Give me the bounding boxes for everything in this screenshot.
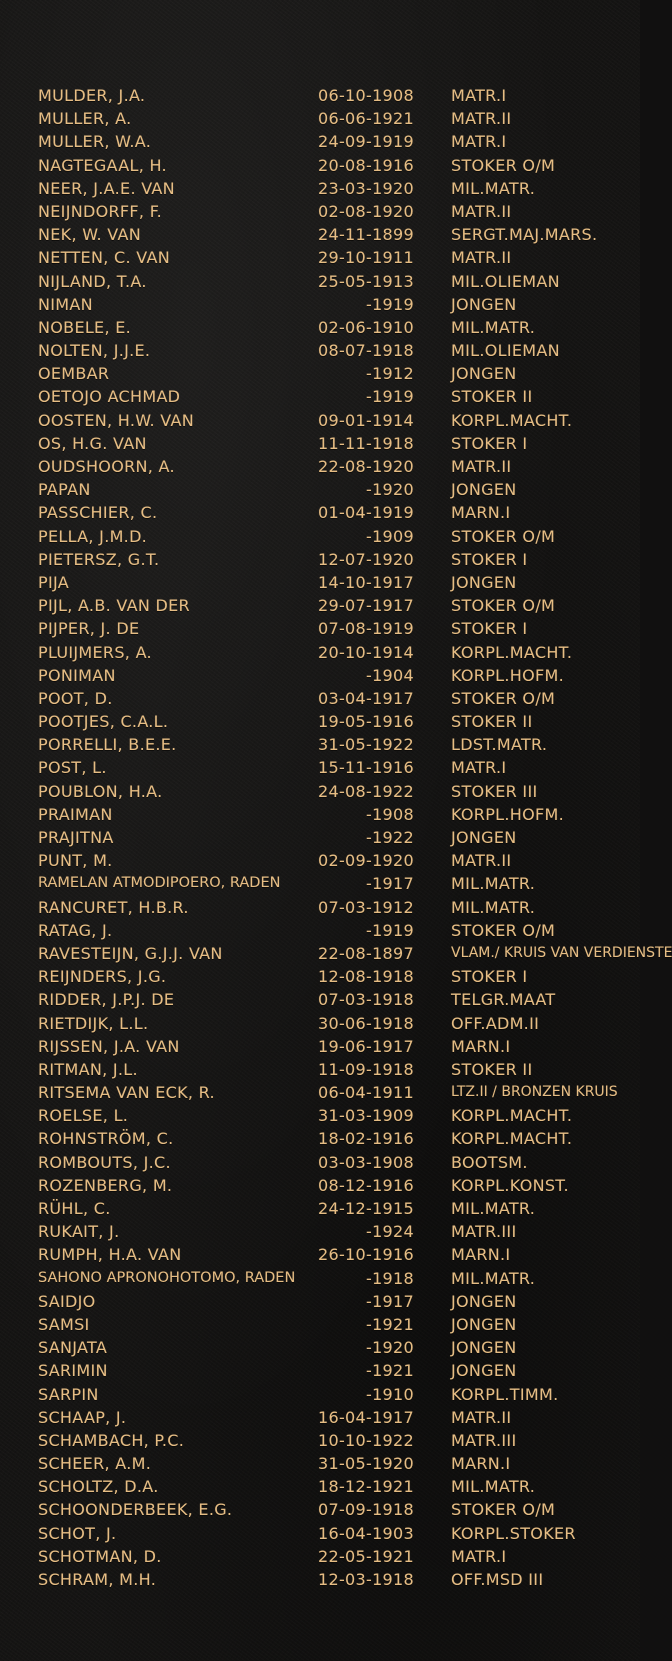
death-date: 14-10-1917 xyxy=(318,572,414,592)
list-item xyxy=(0,849,640,872)
person-name: POST, L. xyxy=(38,758,107,778)
death-date: 19-06-1917 xyxy=(318,1036,414,1056)
person-name: SCHAMBACH, P.C. xyxy=(38,1430,185,1450)
rank-title: MATR.I xyxy=(451,1546,507,1566)
person-name: RIETDIJK, L.L. xyxy=(38,1013,149,1033)
person-name: SCHEER, A.M. xyxy=(38,1454,152,1474)
rank-title: MARN.I xyxy=(451,1036,511,1056)
name-list xyxy=(0,84,672,1591)
rank-title: JONGEN xyxy=(451,828,517,847)
death-date: -1924 xyxy=(366,1222,414,1242)
list-item xyxy=(0,293,640,316)
rank-title: MATR.I xyxy=(451,132,507,152)
rank-title: MATR.II xyxy=(451,1407,512,1427)
person-name: RUMPH, H.A. VAN xyxy=(38,1245,182,1265)
person-name: PRAJITNA xyxy=(38,828,114,847)
rank-title: KORPL.KONST. xyxy=(451,1175,569,1195)
rank-title: LDST.MATR. xyxy=(451,735,548,755)
list-item xyxy=(0,339,640,362)
death-date: -1917 xyxy=(366,1291,414,1311)
death-date: 06-04-1911 xyxy=(318,1083,414,1103)
person-name: PIETERSZ, G.T. xyxy=(38,549,160,569)
rank-title: MIL.MATR. xyxy=(451,178,536,198)
death-date: 16-04-1917 xyxy=(318,1407,414,1427)
list-item xyxy=(0,1406,640,1429)
rank-title: JONGEN xyxy=(451,1291,517,1311)
person-name: RUKAIT, J. xyxy=(38,1222,120,1242)
person-name: NEER, J.A.E. VAN xyxy=(38,178,175,198)
person-name: REIJNDERS, J.G. xyxy=(38,967,167,987)
rank-title: STOKER O/M xyxy=(451,920,556,940)
death-date: 16-04-1903 xyxy=(318,1523,414,1543)
person-name: NOBELE, E. xyxy=(38,317,132,337)
person-name: ROMBOUTS, J.C. xyxy=(38,1152,171,1172)
list-item xyxy=(0,1498,640,1521)
rank-title: MARN.I xyxy=(451,503,511,523)
rank-title: JONGEN xyxy=(451,364,517,384)
rank-title: KORPL.HOFM. xyxy=(451,804,564,824)
person-name: SCHOT, J. xyxy=(38,1523,117,1543)
rank-title: SERGT.MAJ.MARS. xyxy=(451,225,598,245)
death-date: 06-10-1908 xyxy=(318,86,414,105)
person-name: PIJPER, J. DE xyxy=(38,619,140,639)
list-item xyxy=(0,942,672,965)
death-date: 03-03-1908 xyxy=(318,1152,414,1172)
person-name: OEMBAR xyxy=(38,364,110,384)
death-date: -1908 xyxy=(366,804,414,824)
death-date: -1920 xyxy=(366,480,414,500)
person-name: ROELSE, L. xyxy=(38,1106,129,1126)
person-name: RIDDER, J.P.J. DE xyxy=(38,990,175,1010)
death-date: 22-08-1920 xyxy=(318,457,414,476)
person-name: ROZENBERG, M. xyxy=(38,1175,173,1195)
list-item xyxy=(0,733,640,756)
person-name: OS, H.G. VAN xyxy=(38,433,147,453)
death-date: 20-10-1914 xyxy=(318,642,414,662)
death-date: 19-05-1916 xyxy=(318,712,414,732)
death-date: -1919 xyxy=(366,920,414,940)
person-name: RIJSSEN, J.A. VAN xyxy=(38,1036,180,1056)
death-date: 29-07-1917 xyxy=(318,596,414,616)
rank-title: JONGEN xyxy=(451,572,517,592)
person-name: MULDER, J.A. xyxy=(38,86,146,105)
rank-title: STOKER I xyxy=(451,433,528,453)
person-name: SCHAAP, J. xyxy=(38,1407,127,1427)
death-date: 31-05-1920 xyxy=(318,1454,414,1474)
rank-title: MARN.I xyxy=(451,1454,511,1474)
death-date: 07-03-1912 xyxy=(318,897,414,917)
rank-title: MIL.OLIEMAN xyxy=(451,341,560,361)
rank-title: MIL.OLIEMAN xyxy=(451,271,560,291)
death-date: 24-12-1915 xyxy=(318,1199,414,1218)
death-date: 31-05-1922 xyxy=(318,735,414,755)
list-item xyxy=(0,130,640,153)
rank-title: MIL.MATR. xyxy=(451,1199,536,1218)
death-date: 24-08-1922 xyxy=(318,781,414,801)
person-name: SAHONO APRONOHOTOMO, RADEN xyxy=(38,1269,296,1286)
death-date: -1904 xyxy=(366,665,414,685)
person-name: PUNT, M. xyxy=(38,851,113,871)
death-date: -1909 xyxy=(366,526,414,546)
rank-title: STOKER III xyxy=(451,781,538,801)
list-item xyxy=(0,84,640,107)
person-name: PORRELLI, B.E.E. xyxy=(38,735,177,755)
person-name: RAMELAN ATMODIPOERO, RADEN xyxy=(38,875,281,892)
rank-title: BOOTSM. xyxy=(451,1152,528,1172)
death-date: 06-06-1921 xyxy=(318,109,414,129)
death-date: -1917 xyxy=(366,874,414,894)
death-date: 08-07-1918 xyxy=(318,341,414,361)
list-item xyxy=(0,1429,640,1452)
list-item xyxy=(0,177,640,200)
rank-title: MATR.III xyxy=(451,1222,517,1242)
person-name: SARPIN xyxy=(38,1384,99,1404)
death-date: 10-10-1922 xyxy=(318,1430,414,1450)
rank-title: STOKER II xyxy=(451,712,533,732)
list-item xyxy=(0,548,640,571)
rank-title: KORPL.MACHT. xyxy=(451,642,573,662)
list-item xyxy=(0,1127,640,1150)
list-item xyxy=(0,478,640,501)
rank-title: KORPL.HOFM. xyxy=(451,665,564,685)
list-item xyxy=(0,756,640,779)
death-date: -1918 xyxy=(366,1268,414,1288)
death-date: 29-10-1911 xyxy=(318,248,414,268)
death-date: 23-03-1920 xyxy=(318,178,414,198)
person-name: PRAIMAN xyxy=(38,804,113,824)
person-name: PASSCHIER, C. xyxy=(38,503,158,523)
list-item xyxy=(0,1313,640,1336)
list-item xyxy=(0,1243,640,1266)
person-name: NOLTEN, J.J.E. xyxy=(38,341,151,361)
death-date: 07-03-1918 xyxy=(318,990,414,1010)
death-date: 20-08-1916 xyxy=(318,155,414,175)
rank-title: MATR.I xyxy=(451,758,507,778)
list-item xyxy=(0,1012,640,1035)
death-date: 03-04-1917 xyxy=(318,688,414,708)
person-name: POOT, D. xyxy=(38,688,113,708)
list-item xyxy=(0,1522,640,1545)
list-item xyxy=(0,1174,640,1197)
death-date: 02-06-1910 xyxy=(318,317,414,337)
list-item xyxy=(0,896,640,919)
rank-title: MARN.I xyxy=(451,1245,511,1265)
list-item xyxy=(0,919,640,942)
rank-title: STOKER O/M xyxy=(451,155,556,175)
person-name: MULLER, A. xyxy=(38,109,132,129)
rank-title: STOKER O/M xyxy=(451,526,556,546)
death-date: -1919 xyxy=(366,294,414,314)
list-item xyxy=(0,1104,640,1127)
list-item xyxy=(0,1081,640,1104)
list-item xyxy=(0,525,640,548)
person-name: PIJA xyxy=(38,572,69,592)
rank-title: JONGEN xyxy=(451,1314,517,1334)
death-date: 11-11-1918 xyxy=(318,433,414,453)
death-date: 08-12-1916 xyxy=(318,1175,414,1195)
list-item xyxy=(0,200,640,223)
rank-title: JONGEN xyxy=(451,480,517,500)
list-item xyxy=(0,664,640,687)
death-date: -1919 xyxy=(366,387,414,407)
rank-title: VLAM./ KRUIS VAN VERDIENSTE xyxy=(451,944,672,961)
person-name: SAMSI xyxy=(38,1314,90,1334)
list-item xyxy=(0,1336,640,1359)
person-name: NETTEN, C. VAN xyxy=(38,248,170,268)
death-date: 24-09-1919 xyxy=(318,132,414,152)
death-date: 07-09-1918 xyxy=(318,1500,414,1520)
list-item xyxy=(0,107,640,130)
death-date: -1921 xyxy=(366,1314,414,1334)
person-name: NEK, W. VAN xyxy=(38,225,142,245)
person-name: RÜHL, C. xyxy=(38,1199,111,1218)
person-name: MULLER, W.A. xyxy=(38,132,152,152)
rank-title: STOKER O/M xyxy=(451,1500,556,1520)
list-item xyxy=(0,1058,640,1081)
list-item xyxy=(0,432,640,455)
person-name: SCHOTMAN, D. xyxy=(38,1546,162,1566)
person-name: PIJL, A.B. VAN DER xyxy=(38,596,190,616)
person-name: POOTJES, C.A.L. xyxy=(38,712,169,732)
death-date: 24-11-1899 xyxy=(318,225,414,245)
rank-title: LTZ.II / BRONZEN KRUIS xyxy=(451,1084,618,1101)
list-item xyxy=(0,246,640,269)
list-item xyxy=(0,1267,640,1290)
rank-title: MATR.II xyxy=(451,851,512,871)
rank-title: OFF.ADM.II xyxy=(451,1013,540,1033)
rank-title: STOKER II xyxy=(451,1059,533,1079)
person-name: SCHOLTZ, D.A. xyxy=(38,1477,159,1497)
list-item xyxy=(0,641,640,664)
person-name: OETOJO ACHMAD xyxy=(38,387,181,407)
person-name: NEIJNDORFF, F. xyxy=(38,201,163,221)
list-item xyxy=(0,1475,640,1498)
list-item xyxy=(0,1359,640,1382)
person-name: OOSTEN, H.W. VAN xyxy=(38,410,194,430)
rank-title: STOKER II xyxy=(451,387,533,407)
death-date: 11-09-1918 xyxy=(318,1059,414,1079)
rank-title: JONGEN xyxy=(451,294,517,314)
death-date: 12-08-1918 xyxy=(318,967,414,987)
rank-title: KORPL.MACHT. xyxy=(451,1106,573,1126)
person-name: PAPAN xyxy=(38,480,91,500)
death-date: 01-04-1919 xyxy=(318,503,414,523)
list-item xyxy=(0,270,640,293)
rank-title: STOKER O/M xyxy=(451,688,556,708)
person-name: RAVESTEIJN, G.J.J. VAN xyxy=(38,943,223,963)
list-item xyxy=(0,965,640,988)
list-item xyxy=(0,385,640,408)
rank-title: MATR.I xyxy=(451,86,507,105)
death-date: 25-05-1913 xyxy=(318,271,414,291)
person-name: NAGTEGAAL, H. xyxy=(38,155,167,175)
death-date: -1921 xyxy=(366,1361,414,1381)
death-date: 31-03-1909 xyxy=(318,1106,414,1126)
death-date: 02-09-1920 xyxy=(318,851,414,871)
person-name: SANJATA xyxy=(38,1338,108,1358)
person-name: ROHNSTRÖM, C. xyxy=(38,1129,174,1149)
list-item xyxy=(0,1220,640,1243)
rank-title: KORPL.MACHT. xyxy=(451,1129,573,1149)
list-item xyxy=(0,780,640,803)
death-date: 18-02-1916 xyxy=(318,1129,414,1149)
list-item xyxy=(0,1545,640,1568)
rank-title: MATR.II xyxy=(451,457,512,476)
person-name: SAIDJO xyxy=(38,1291,96,1311)
list-item xyxy=(0,594,640,617)
death-date: -1920 xyxy=(366,1338,414,1358)
list-item xyxy=(0,687,640,710)
list-item xyxy=(0,826,640,849)
list-item xyxy=(0,571,640,594)
person-name: RITSEMA VAN ECK, R. xyxy=(38,1083,215,1103)
death-date: -1910 xyxy=(366,1384,414,1404)
rank-title: MATR.II xyxy=(451,248,512,268)
rank-title: KORPL.MACHT. xyxy=(451,410,573,430)
person-name: RATAG, J. xyxy=(38,920,113,940)
rank-title: STOKER I xyxy=(451,549,528,569)
person-name: SCHRAM, M.H. xyxy=(38,1570,157,1589)
list-item xyxy=(0,1568,640,1591)
death-date: 30-06-1918 xyxy=(318,1013,414,1033)
person-name: RANCURET, H.B.R. xyxy=(38,897,189,917)
list-item xyxy=(0,710,640,733)
death-date: -1922 xyxy=(366,828,414,847)
death-date: 12-07-1920 xyxy=(318,549,414,569)
list-item xyxy=(0,988,640,1011)
rank-title: MIL.MATR. xyxy=(451,897,536,917)
rank-title: MIL.MATR. xyxy=(451,317,536,337)
death-date: 26-10-1916 xyxy=(318,1245,414,1265)
rank-title: TELGR.MAAT xyxy=(451,990,556,1010)
list-item xyxy=(0,1452,640,1475)
person-name: SARIMIN xyxy=(38,1361,108,1381)
list-item xyxy=(0,1290,640,1313)
list-item xyxy=(0,1035,640,1058)
list-item xyxy=(0,409,640,432)
list-item xyxy=(0,154,640,177)
rank-title: STOKER I xyxy=(451,967,528,987)
list-item xyxy=(0,1151,640,1174)
person-name: POUBLON, H.A. xyxy=(38,781,163,801)
death-date: 07-08-1919 xyxy=(318,619,414,639)
list-item xyxy=(0,501,640,524)
rank-title: KORPL.STOKER xyxy=(451,1523,576,1543)
death-date: 12-03-1918 xyxy=(318,1570,414,1589)
rank-title: MIL.MATR. xyxy=(451,1477,536,1497)
death-date: 09-01-1914 xyxy=(318,410,414,430)
person-name: OUDSHOORN, A. xyxy=(38,457,175,476)
rank-title: JONGEN xyxy=(451,1361,517,1381)
death-date: 18-12-1921 xyxy=(318,1477,414,1497)
rank-title: STOKER I xyxy=(451,619,528,639)
rank-title: STOKER O/M xyxy=(451,596,556,616)
list-item xyxy=(0,872,640,895)
list-item xyxy=(0,803,640,826)
death-date: -1912 xyxy=(366,364,414,384)
person-name: PONIMAN xyxy=(38,665,116,685)
rank-title: MATR.III xyxy=(451,1430,517,1450)
rank-title: MIL.MATR. xyxy=(451,1268,536,1288)
rank-title: MIL.MATR. xyxy=(451,874,536,894)
death-date: 22-05-1921 xyxy=(318,1546,414,1566)
person-name: NIJLAND, T.A. xyxy=(38,271,147,291)
death-date: 02-08-1920 xyxy=(318,201,414,221)
rank-title: MATR.II xyxy=(451,109,512,129)
rank-title: JONGEN xyxy=(451,1338,517,1358)
rank-title: OFF.MSD III xyxy=(451,1570,544,1589)
rank-title: MATR.II xyxy=(451,201,512,221)
list-item xyxy=(0,316,640,339)
death-date: 15-11-1916 xyxy=(318,758,414,778)
person-name: RITMAN, J.L. xyxy=(38,1059,138,1079)
list-item xyxy=(0,223,640,246)
list-item xyxy=(0,362,640,385)
list-item xyxy=(0,1383,640,1406)
person-name: SCHOONDERBEEK, E.G. xyxy=(38,1500,233,1520)
list-item xyxy=(0,455,640,478)
person-name: PELLA, J.M.D. xyxy=(38,526,148,546)
list-item xyxy=(0,617,640,640)
death-date: 22-08-1897 xyxy=(318,943,414,963)
rank-title: KORPL.TIMM. xyxy=(451,1384,559,1404)
person-name: NIMAN xyxy=(38,294,93,314)
list-item xyxy=(0,1197,640,1220)
person-name: PLUIJMERS, A. xyxy=(38,642,152,662)
